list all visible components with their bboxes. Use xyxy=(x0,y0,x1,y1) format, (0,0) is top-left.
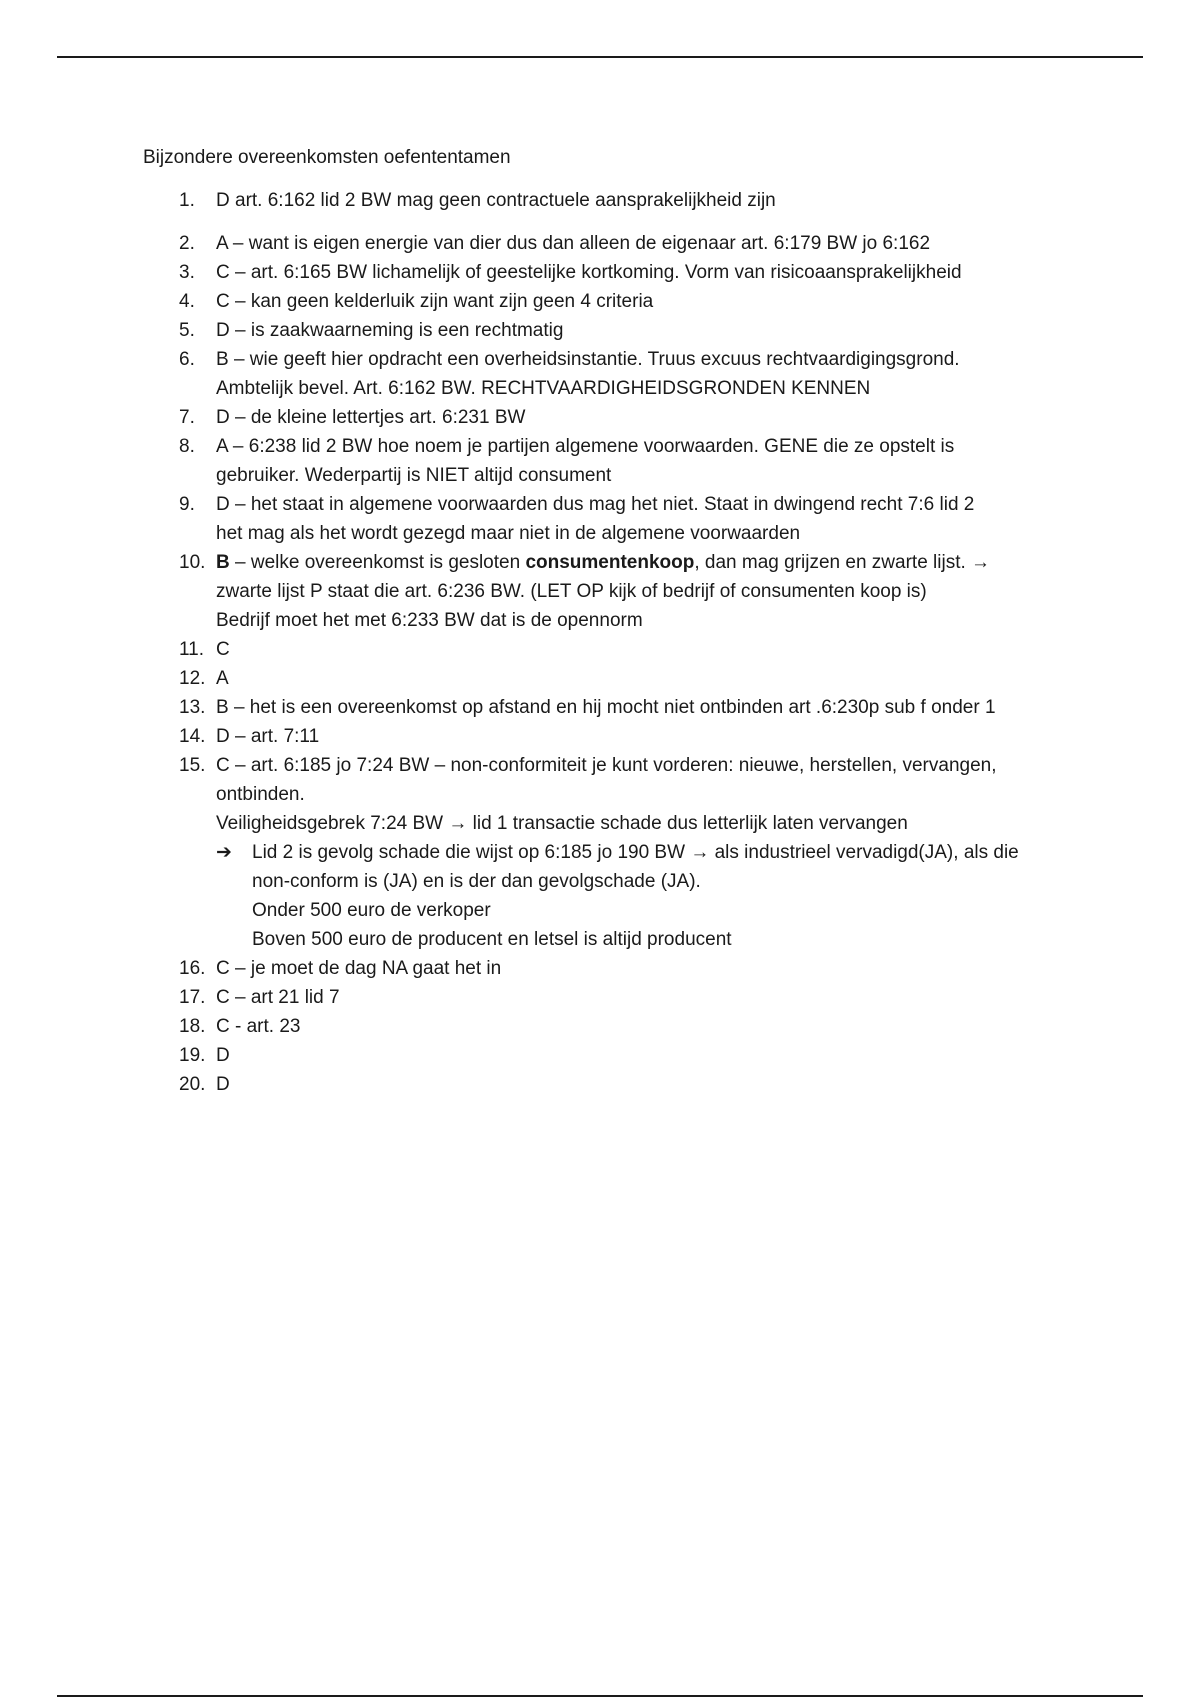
sub-bullet xyxy=(216,838,1083,954)
item-number: 19. xyxy=(179,1045,206,1066)
item-text xyxy=(216,548,1083,577)
item-number: 3. xyxy=(179,262,195,283)
item-number: 7. xyxy=(179,407,195,428)
item-text: Bedrijf moet het met 6:233 BW dat is de opennorm xyxy=(216,610,643,631)
list-item xyxy=(143,1070,1083,1099)
list-item xyxy=(143,345,1083,403)
item-text-part: , dan mag grijzen en zwarte lijst. → xyxy=(694,552,991,573)
item-text: D art. 6:162 lid 2 BW mag geen contractuele aansprakelijkheid zijn xyxy=(216,190,776,211)
item-text: A – want is eigen energie van dier dus dan alleen de eigenaar art. 6:179 BW jo 6:162 xyxy=(216,233,931,254)
item-text: C – kan geen kelderluik zijn want zijn geen 4 criteria xyxy=(216,291,654,312)
sub-text: Onder 500 euro de verkoper xyxy=(252,900,491,921)
answer-list xyxy=(143,186,1083,1099)
list-item xyxy=(143,1012,1083,1041)
item-number: 17. xyxy=(179,987,206,1008)
item-text: C – je moet de dag NA gaat het in xyxy=(216,958,502,979)
item-number: 8. xyxy=(179,436,195,457)
item-number: 1. xyxy=(179,190,195,211)
list-item xyxy=(143,693,1083,722)
item-number: 5. xyxy=(179,320,195,341)
item-number: 11. xyxy=(179,639,205,660)
item-text: B – wie geeft hier opdracht een overheidsinstantie. Truus excuus rechtvaardigingsgrond. xyxy=(216,349,960,370)
list-item xyxy=(143,722,1083,751)
item-number: 15. xyxy=(179,755,206,776)
list-item xyxy=(143,954,1083,983)
answer-letter: B xyxy=(216,552,230,573)
item-text: D – het staat in algemene voorwaarden dus mag het niet. Staat in dwingend recht 7:6 lid 2 xyxy=(216,494,975,515)
list-item xyxy=(143,186,1083,215)
header-rule xyxy=(57,56,1143,58)
item-number: 4. xyxy=(179,291,195,312)
list-item xyxy=(143,403,1083,432)
list-item xyxy=(143,1041,1083,1070)
footer-rule xyxy=(57,1695,1143,1697)
item-text: D – is zaakwaarneming is een rechtmatig xyxy=(216,320,564,341)
item-text: C – art. 6:165 BW lichamelijk of geestelijke kortkoming. Vorm van risicoaansprakelijkheid xyxy=(216,262,962,283)
list-item xyxy=(143,287,1083,316)
list-item xyxy=(143,258,1083,287)
list-item xyxy=(143,548,1083,635)
item-text: gebruiker. Wederpartij is NIET altijd consument xyxy=(216,465,612,486)
item-text: Ambtelijk bevel. Art. 6:162 BW. RECHTVAARDIGHEIDSGRONDEN KENNEN xyxy=(216,378,871,399)
list-item xyxy=(143,751,1083,954)
item-text: C – art. 6:185 jo 7:24 BW – non-conformiteit je kunt vorderen: nieuwe, herstellen, vervangen, xyxy=(216,755,997,776)
item-text-part: – welke overeenkomst is gesloten xyxy=(229,552,526,573)
sub-text: Lid 2 is gevolg schade die wijst op 6:185 jo 190 BW → als industrieel vervadigd(JA), als die xyxy=(252,842,1019,863)
arrow-icon: ➔ xyxy=(216,842,232,863)
item-number: 20. xyxy=(179,1074,206,1095)
item-text: zwarte lijst P staat die art. 6:236 BW. (LET OP kijk of bedrijf of consumenten koop is) xyxy=(216,581,927,602)
item-text: D – de kleine lettertjes art. 6:231 BW xyxy=(216,407,526,428)
item-text: C xyxy=(216,639,230,660)
item-text: D – art. 7:11 xyxy=(216,726,320,747)
item-text: Veiligheidsgebrek 7:24 BW → lid 1 transactie schade dus letterlijk laten vervangen xyxy=(216,813,908,834)
item-text: A xyxy=(216,668,229,689)
item-number: 2. xyxy=(179,233,195,254)
bold-term: consumentenkoop xyxy=(525,552,695,573)
list-item xyxy=(143,983,1083,1012)
sub-text: non-conform is (JA) en is der dan gevolgschade (JA). xyxy=(252,871,701,892)
list-item xyxy=(143,316,1083,345)
item-text: C – art 21 lid 7 xyxy=(216,987,340,1008)
list-item xyxy=(143,490,1083,548)
item-text: het mag als het wordt gezegd maar niet in de algemene voorwaarden xyxy=(216,523,801,544)
list-item xyxy=(143,432,1083,490)
document-body xyxy=(143,143,1083,1099)
list-item xyxy=(143,635,1083,664)
sub-text: Boven 500 euro de producent en letsel is altijd producent xyxy=(252,929,732,950)
item-number: 14. xyxy=(179,726,206,747)
list-item xyxy=(143,229,1083,258)
document-title: Bijzondere overeenkomsten oefententamen xyxy=(143,147,511,168)
item-text: D xyxy=(216,1074,230,1095)
item-number: 13. xyxy=(179,697,206,718)
item-number: 6. xyxy=(179,349,195,370)
item-number: 12. xyxy=(179,668,206,689)
item-text: B – het is een overeenkomst op afstand en hij mocht niet ontbinden art .6:230p sub f onder 1 xyxy=(216,697,996,718)
item-number: 9. xyxy=(179,494,195,515)
item-text: C - art. 23 xyxy=(216,1016,301,1037)
item-text: D xyxy=(216,1045,230,1066)
item-text: A – 6:238 lid 2 BW hoe noem je partijen algemene voorwaarden. GENE die ze opstelt is xyxy=(216,436,955,457)
list-item xyxy=(143,664,1083,693)
item-number: 10. xyxy=(179,552,206,573)
item-text: ontbinden. xyxy=(216,784,305,805)
item-number: 16. xyxy=(179,958,206,979)
item-number: 18. xyxy=(179,1016,206,1037)
